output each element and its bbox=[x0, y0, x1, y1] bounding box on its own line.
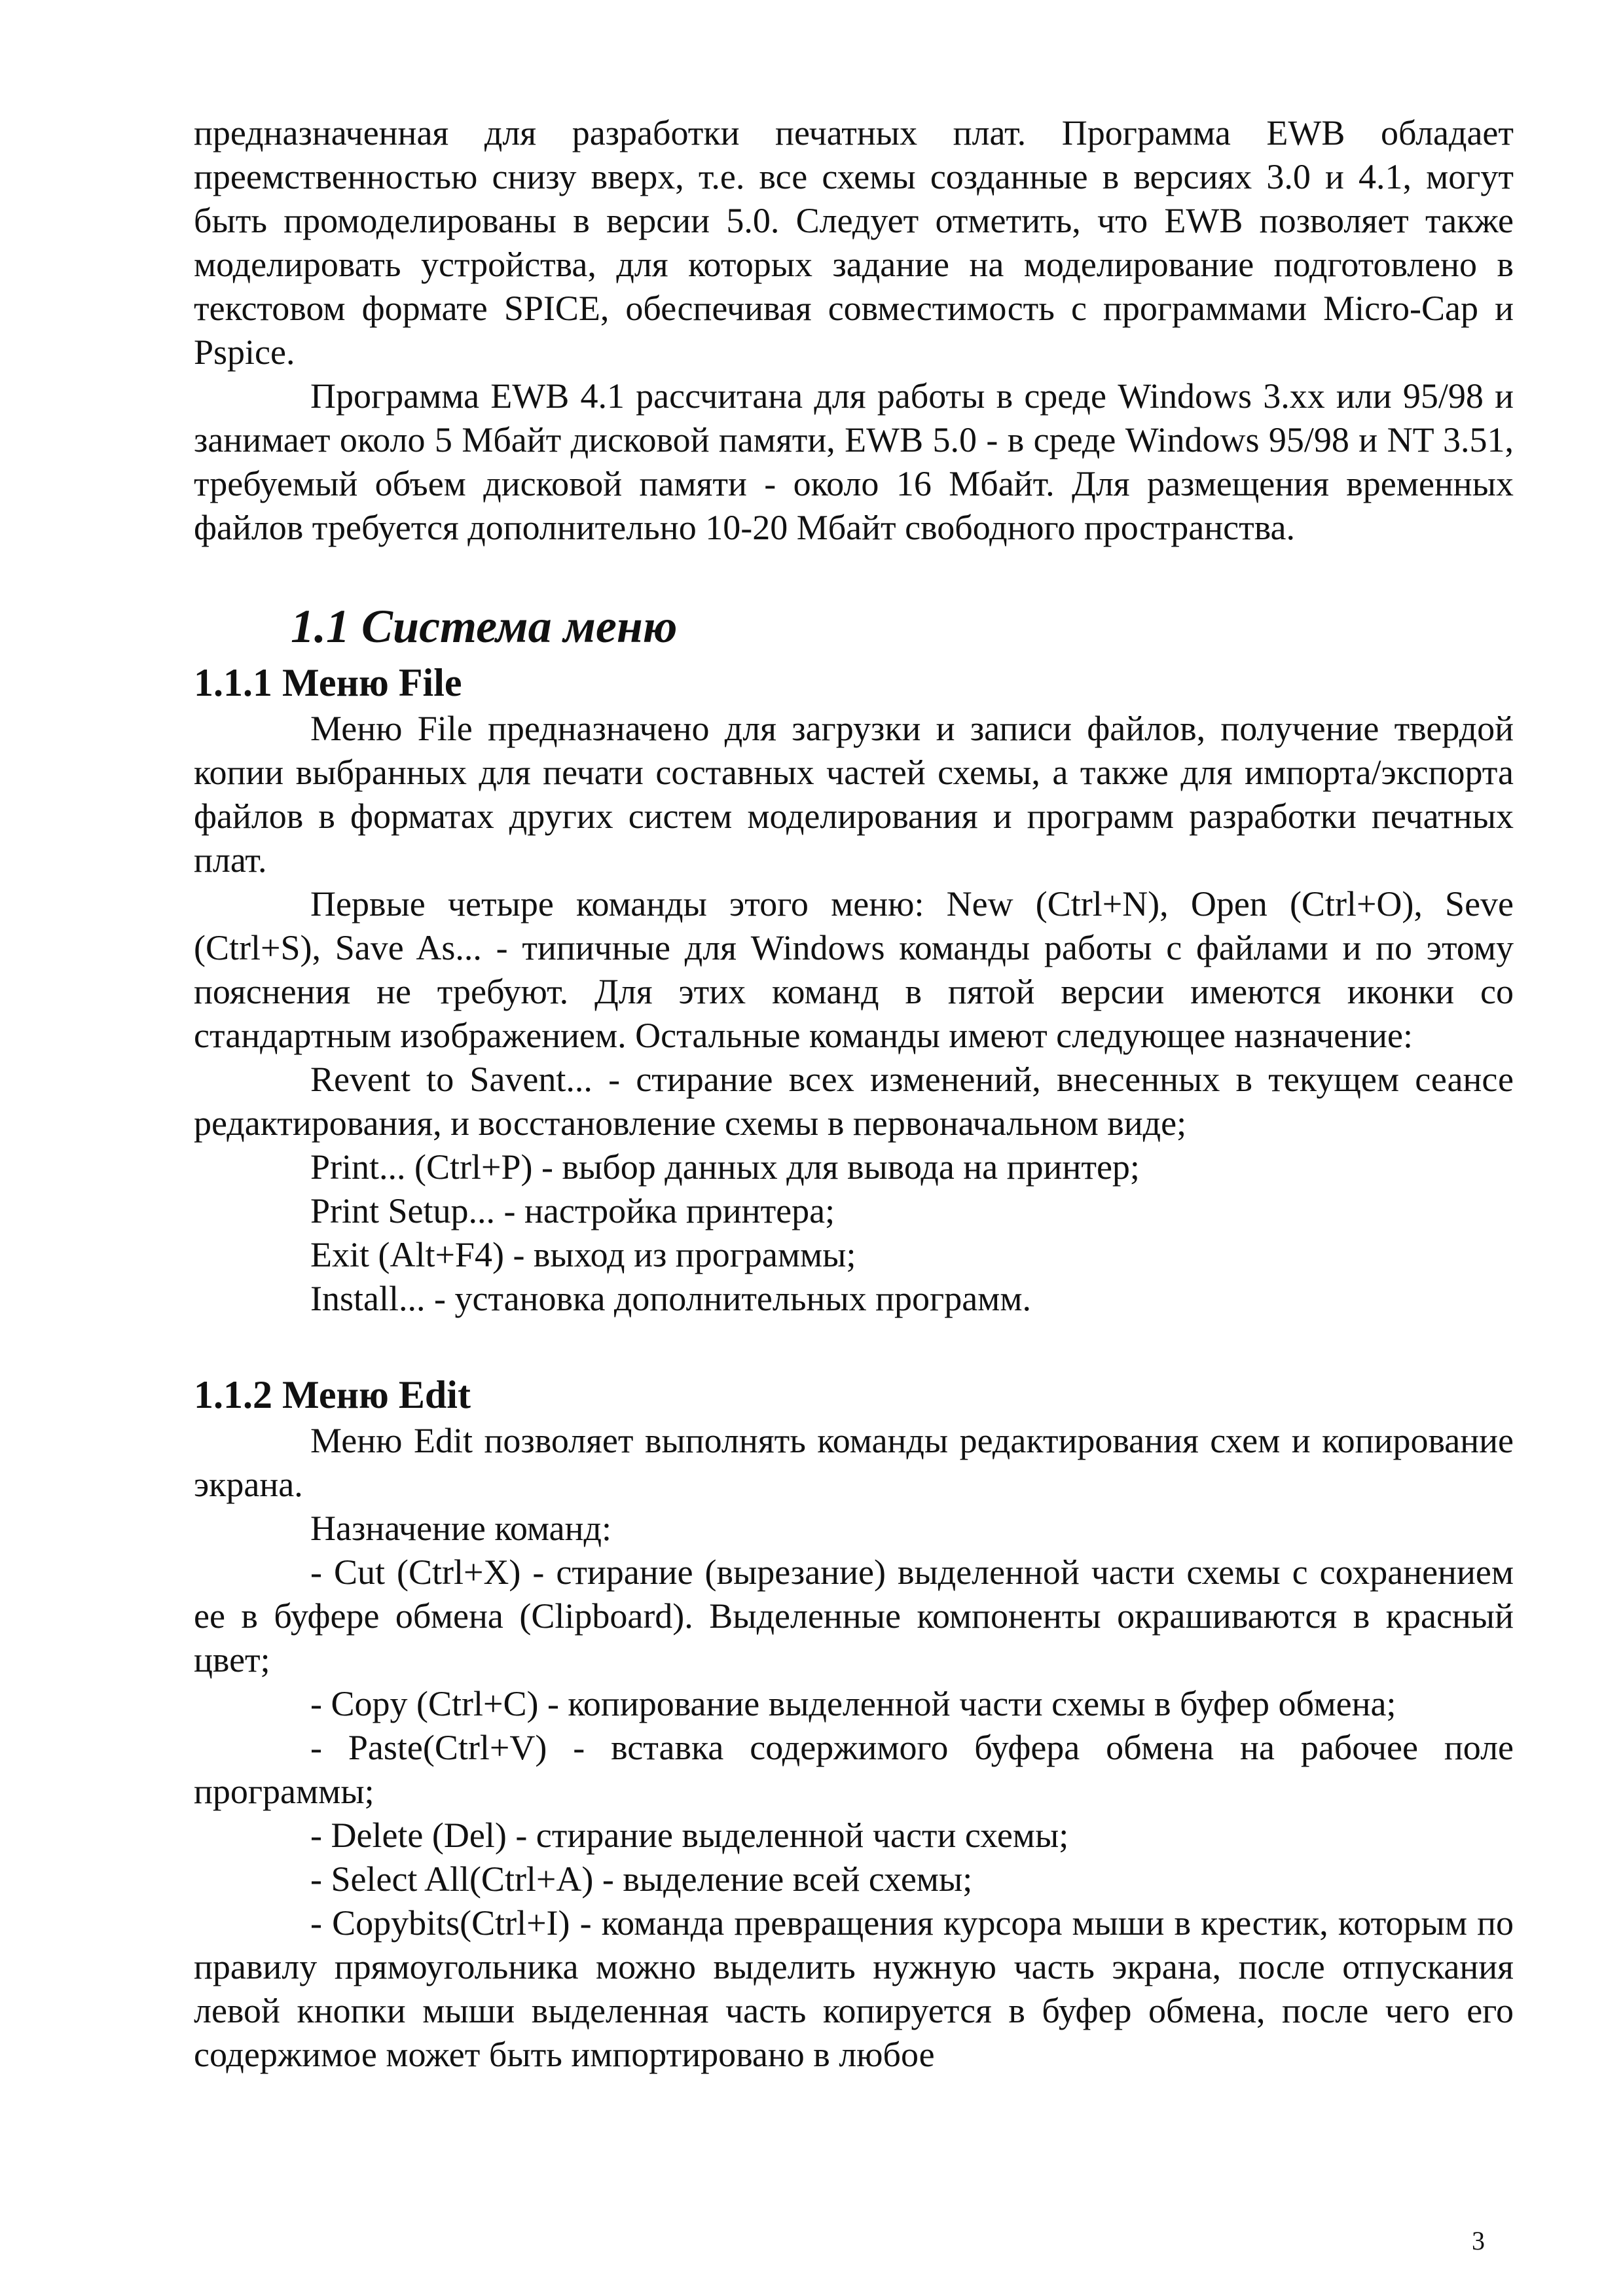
edit-command-select-all: - Select All(Ctrl+A) - выделение всей схемы; bbox=[310, 1859, 973, 1899]
file-command-install: Install... - установка дополнительных программ. bbox=[310, 1279, 1032, 1318]
page-number: 3 bbox=[1472, 2226, 1485, 2255]
edit-menu-heading: 1.1.2 Меню Edit bbox=[194, 1373, 471, 1416]
edit-menu-paragraph-2: Назначение команд: bbox=[310, 1509, 612, 1548]
edit-command-copybits: - Copybits(Ctrl+I) - команда превращения курсора мыши в крестик, которым по правилу прямоугольника можно выделить нужную часть экрана, после отпускания левой кнопки мыши выделенная часть копируется в буфер обмена, после чего его содержимое может быть импортировано в любое bbox=[194, 1903, 1514, 2074]
file-command-print: Print... (Ctrl+P) - выбор данных для вывода на принтер; bbox=[310, 1147, 1140, 1187]
file-command-print-setup: Print Setup... - настройка принтера; bbox=[310, 1191, 835, 1230]
file-menu-paragraph-3: Revent to Savent... - стирание всех изменений, внесенных в текущем сеансе редактирования, и восстановление схемы в первоначальном виде; bbox=[194, 1060, 1514, 1143]
section-title: 1.1 Система меню bbox=[291, 600, 678, 653]
edit-command-cut: - Cut (Ctrl+X) - стирание (вырезание) выделенной части схемы с сохранением ее в буфере обмена (Clipboard). Выделенные компоненты окрашиваются в красный цвет; bbox=[194, 1552, 1514, 1679]
edit-command-delete: - Delete (Del) - стирание выделенной части схемы; bbox=[310, 1816, 1069, 1855]
file-menu-paragraph-2: Первые четыре команды этого меню: New (Ctrl+N), Open (Ctrl+O), Seve (Ctrl+S), Save As... - типичные для Windows команды работы с файлами и по этому пояснения не требуют. Для этих команд в пятой версии имеются иконки со стандартным изображением. Остальные команды имеют следующее назначение: bbox=[194, 884, 1514, 1055]
file-command-exit: Exit (Alt+F4) - выход из программы; bbox=[310, 1235, 856, 1274]
page-body bbox=[194, 111, 1514, 2077]
intro-paragraph-2: Программа EWB 4.1 рассчитана для работы в среде Windows 3.xx или 95/98 и занимает около 5 Мбайт дисковой памяти, EWB 5.0 - в среде Windows 95/98 и NT 3.51, требуемый объем дисковой памяти - около 16 Мбайт. Для размещения временных файлов требуется дополнительно 10-20 Мбайт свободного пространства. bbox=[194, 376, 1514, 547]
file-menu-paragraph-1: Меню File предназначено для загрузки и записи файлов, получение твердой копии выбранных для печати составных частей схемы, а также для импорта/экспорта файлов в форматах других систем моделирования и программ разработки печатных плат. bbox=[194, 709, 1514, 880]
edit-menu-paragraph-1: Меню Edit позволяет выполнять команды редактирования схем и копирование экрана. bbox=[194, 1421, 1514, 1504]
file-menu-heading: 1.1.1 Меню File bbox=[194, 661, 462, 704]
intro-paragraph-1: предназначенная для разработки печатных плат. Программа EWB обладает преемственностью снизу вверх, т.е. все схемы созданные в версиях 3.0 и 4.1, могут быть промоделированы в версии 5.0. Следует отметить, что EWB позволяет также моделировать устройства, для которых задание на моделирование подготовлено в текстовом формате SPICE, обеспечивая совместимость с программами Micro-Cap и Pspice. bbox=[194, 113, 1514, 372]
edit-command-paste: - Paste(Ctrl+V) - вставка содержимого буфера обмена на рабочее поле программы; bbox=[194, 1728, 1514, 1811]
edit-command-copy: - Copy (Ctrl+C) - копирование выделенной части схемы в буфер обмена; bbox=[310, 1684, 1396, 1723]
